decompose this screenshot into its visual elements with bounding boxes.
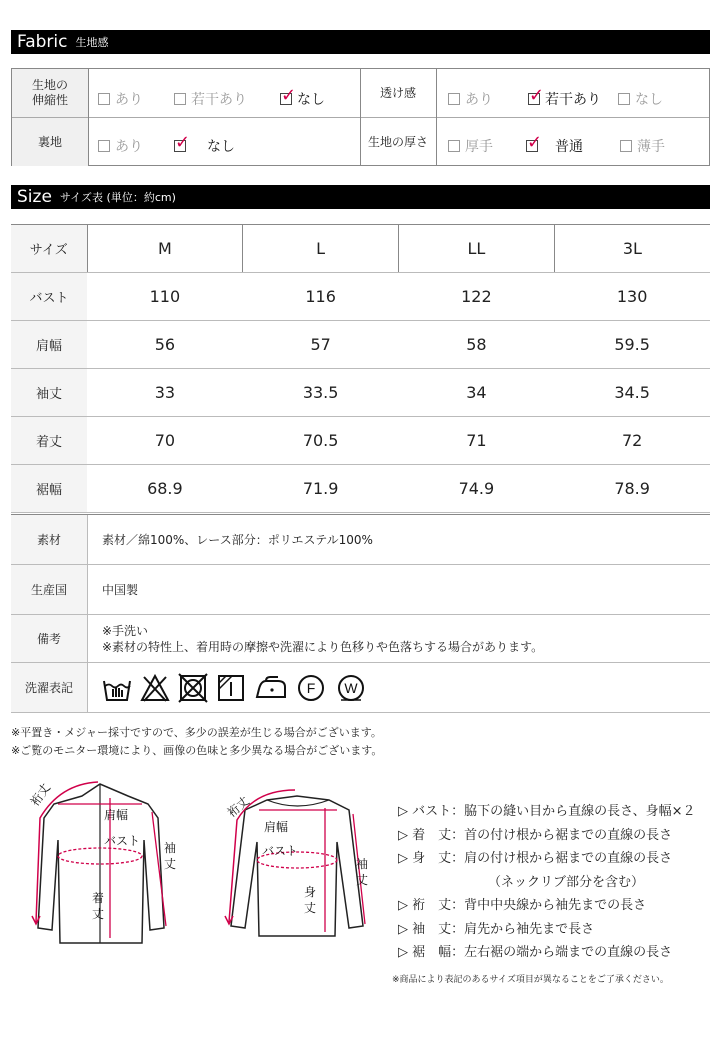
table-row: 肩幅 56 57 58 59.5 bbox=[11, 321, 710, 369]
label-bust-2: バスト bbox=[262, 844, 299, 858]
svg-text:F: F bbox=[306, 679, 316, 696]
origin-label: 生産国 bbox=[11, 565, 87, 614]
remarks-label: 備考 bbox=[11, 615, 87, 662]
wet-clean-w-icon bbox=[334, 673, 368, 703]
thickness-option-futsu: ✓ 普通 bbox=[527, 132, 583, 155]
label-kitake: 着丈 bbox=[92, 891, 105, 921]
remarks-row bbox=[11, 615, 710, 663]
hand-wash-icon bbox=[102, 673, 132, 703]
material-value: 素材／綿100%、レース部分：ポリエステル100% bbox=[87, 515, 710, 564]
sheer-option-nashi: なし bbox=[618, 89, 663, 109]
material-label: 素材 bbox=[11, 515, 87, 564]
lining-label: 裏地 bbox=[12, 118, 88, 166]
size-header-row bbox=[11, 225, 710, 273]
size-col-m: M bbox=[87, 225, 243, 273]
stretch-label: 生地の 伸縮性 bbox=[12, 69, 88, 117]
care-symbols bbox=[102, 673, 368, 703]
fabric-title: Fabric bbox=[17, 32, 68, 52]
sheer-label: 透け感 bbox=[379, 85, 416, 100]
size-table bbox=[11, 224, 710, 513]
label-sodetake: 袖丈 bbox=[164, 841, 177, 871]
thickness-label: 生地の厚さ bbox=[367, 134, 428, 149]
no-tumble-dry-icon bbox=[178, 673, 208, 703]
material-row bbox=[11, 515, 710, 565]
care-row bbox=[11, 663, 710, 713]
info-table bbox=[11, 514, 710, 713]
check-icon: ✓ bbox=[175, 132, 191, 153]
sheer-option-ari: あり bbox=[448, 89, 493, 109]
thickness-option-atsude: 厚手 bbox=[448, 136, 493, 156]
no-bleach-icon bbox=[140, 673, 170, 703]
check-icon: ✓ bbox=[527, 132, 543, 153]
size-title: Size bbox=[17, 187, 52, 207]
fabric-table bbox=[11, 68, 710, 166]
table-row: 裾幅 68.9 71.9 74.9 78.9 bbox=[11, 465, 710, 513]
fabric-section-bar bbox=[11, 30, 710, 54]
label-yuki-2: 裄丈 bbox=[224, 793, 253, 820]
lining-option-ari: あり bbox=[98, 136, 143, 156]
svg-text:W: W bbox=[344, 679, 358, 696]
table-row: バスト 110 116 122 130 bbox=[11, 273, 710, 321]
sheer-option-jakkan: ✓ 若干あり bbox=[529, 85, 601, 108]
thickness-option-usude: 薄手 bbox=[620, 136, 665, 156]
care-label: 洗濯表記 bbox=[11, 663, 87, 712]
stretch-option-nashi: ✓ なし bbox=[281, 85, 325, 108]
stretch-option-jakkan: 若干あり bbox=[174, 89, 247, 109]
table-row: 袖丈 33 33.5 34 34.5 bbox=[11, 369, 710, 417]
check-icon: ✓ bbox=[281, 85, 297, 106]
label-sodetake-2: 袖丈 bbox=[356, 857, 369, 887]
lining-option-nashi: ✓ なし bbox=[175, 132, 235, 155]
size-header-label: サイズ bbox=[11, 225, 87, 273]
size-subtitle: サイズ表 (単位：約cm) bbox=[59, 191, 176, 204]
size-section-bar bbox=[11, 185, 710, 209]
fabric-subtitle: 生地感 bbox=[75, 36, 109, 49]
line-dry-shade-icon bbox=[216, 673, 246, 703]
size-col-l: L bbox=[243, 225, 399, 273]
remarks-value: ※手洗い ※素材の特性上、着用時の摩擦や洗濯により色移りや色落ちする場合があります。 bbox=[87, 615, 710, 662]
label-katahaba-2: 肩幅 bbox=[264, 820, 289, 834]
label-bust: バスト bbox=[104, 834, 141, 848]
measurement-descriptions: ▷ バスト：脇下の縫い目から直線の長さ、身幅×２ ▷ 着 丈：首の付け根から裾までの直線の長さ ▷ 身 丈：肩の付け根から裾までの直線の長さ （ネックリブ部分を含む） ▷ 裄 丈：背中中央線から袖先までの長さ ▷ 袖 丈：肩先から袖先まで長さ ▷ 裾 幅：左右裾の端から端までの直線の長さ bbox=[398, 804, 696, 960]
table-row: 着丈 70 70.5 71 72 bbox=[11, 417, 710, 465]
label-mitake: 身丈 bbox=[304, 885, 317, 915]
size-col-ll: LL bbox=[399, 225, 555, 273]
origin-value: 中国製 bbox=[87, 565, 710, 614]
iron-low-icon bbox=[254, 673, 288, 703]
origin-row bbox=[11, 565, 710, 615]
dry-clean-f-icon bbox=[296, 673, 326, 703]
check-icon: ✓ bbox=[529, 85, 545, 106]
notes: ※平置き・メジャー採寸ですので、多少の誤差が生じる場合がございます。 ※ご覧のモニター環境により、画像の色味と多少異なる場合がございます。 bbox=[11, 726, 383, 757]
size-col-3l: 3L bbox=[554, 225, 710, 273]
label-yuki: 裄丈 bbox=[27, 780, 54, 809]
stretch-option-ari: あり bbox=[98, 89, 143, 109]
footnote: ※商品により表記のあるサイズ項目が異なることをご了承ください。 bbox=[392, 975, 669, 985]
label-katahaba: 肩幅 bbox=[104, 808, 129, 822]
